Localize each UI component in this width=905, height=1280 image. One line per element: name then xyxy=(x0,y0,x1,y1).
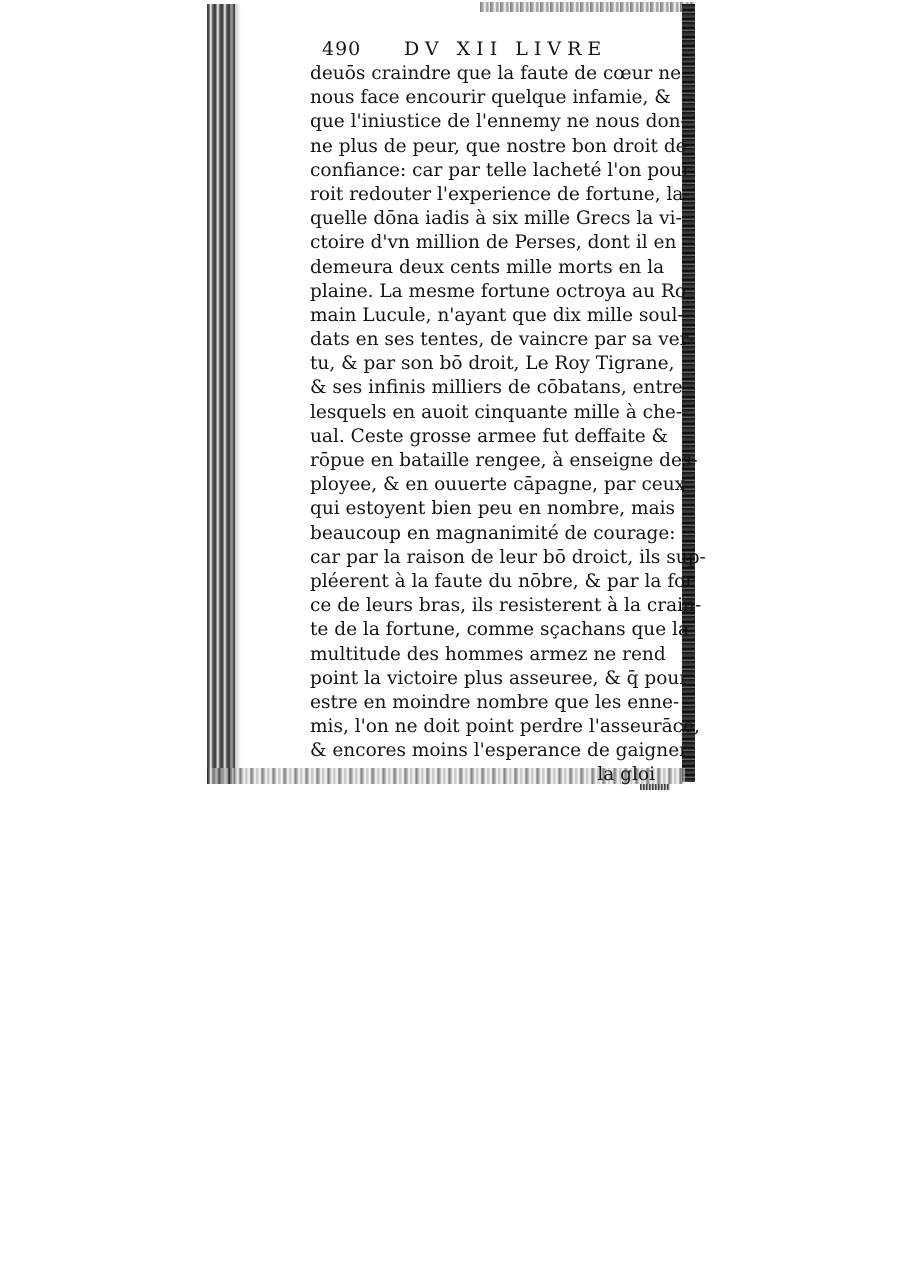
text-line: nous face encourir quelque infamie, & xyxy=(310,87,671,109)
text-line: & encores moins l'esperance de gaigner xyxy=(310,740,688,762)
text-line: plaine. La mesme fortune octroya au Ro xyxy=(310,280,686,302)
text-line: te de la fortune, comme sçachans que la xyxy=(310,619,689,641)
text-line: beaucoup en magnanimité de courage: xyxy=(310,522,676,544)
text-line: point la victoire plus asseuree, & q̄ pour xyxy=(310,667,689,689)
text-line: roit redouter l'experience de fortune, la- xyxy=(310,183,690,205)
body-text xyxy=(310,62,706,788)
text-line: dats en ses tentes, de vaincre par sa ver- xyxy=(310,329,695,351)
page-number: 490 xyxy=(322,38,362,60)
text-line: qui estoyent bien peu en nombre, mais xyxy=(310,498,676,520)
catchword: la gloi xyxy=(597,764,655,786)
text-line: & ses infinis milliers de cōbatans, entre xyxy=(310,377,683,399)
text-line: mis, l'on ne doit point perdre l'asseurāce, xyxy=(310,716,700,738)
text-line: ctoire d'vn million de Perses, dont il en xyxy=(310,232,677,254)
text-line: ce de leurs bras, ils resisterent à la crain- xyxy=(310,595,702,617)
text-line: confiance: car par telle lacheté l'on pour xyxy=(310,159,691,181)
text-line: estre en moindre nombre que les enne- xyxy=(310,691,680,713)
text-line: car par la raison de leur bō droict, ils sup- xyxy=(310,546,706,568)
text-line: ployee, & en ouuerte cāpagne, par ceux xyxy=(310,474,686,496)
running-head xyxy=(322,38,632,62)
text-line: pléerent à la faute du nōbre, & par la for xyxy=(310,570,695,592)
running-title: DV XII LIVRE xyxy=(404,38,608,60)
text-line: que l'iniustice de l'ennemy ne nous don- xyxy=(310,111,687,133)
text-line: demeura deux cents mille morts en la xyxy=(310,256,665,278)
text-line: quelle dōna iadis à six mille Grecs la vi- xyxy=(310,208,682,230)
text-line: deuōs craindre que la faute de cœur ne xyxy=(310,63,682,84)
text-line: main Lucule, n'ayant que dix mille soul- xyxy=(310,304,684,326)
text-line: tu, & par son bō droit, Le Roy Tigrane, xyxy=(310,353,675,375)
text-line: lesquels en auoit cinquante mille à che- xyxy=(310,401,683,423)
text-line: rōpue en bataille rengee, à enseigne des- xyxy=(310,450,698,471)
text-line: ual. Ceste grosse armee fut deffaite & xyxy=(310,425,669,447)
text-line: ne plus de peur, que nostre bon droit de xyxy=(310,135,687,157)
text-line: multitude des hommes armez ne rend xyxy=(310,643,666,665)
